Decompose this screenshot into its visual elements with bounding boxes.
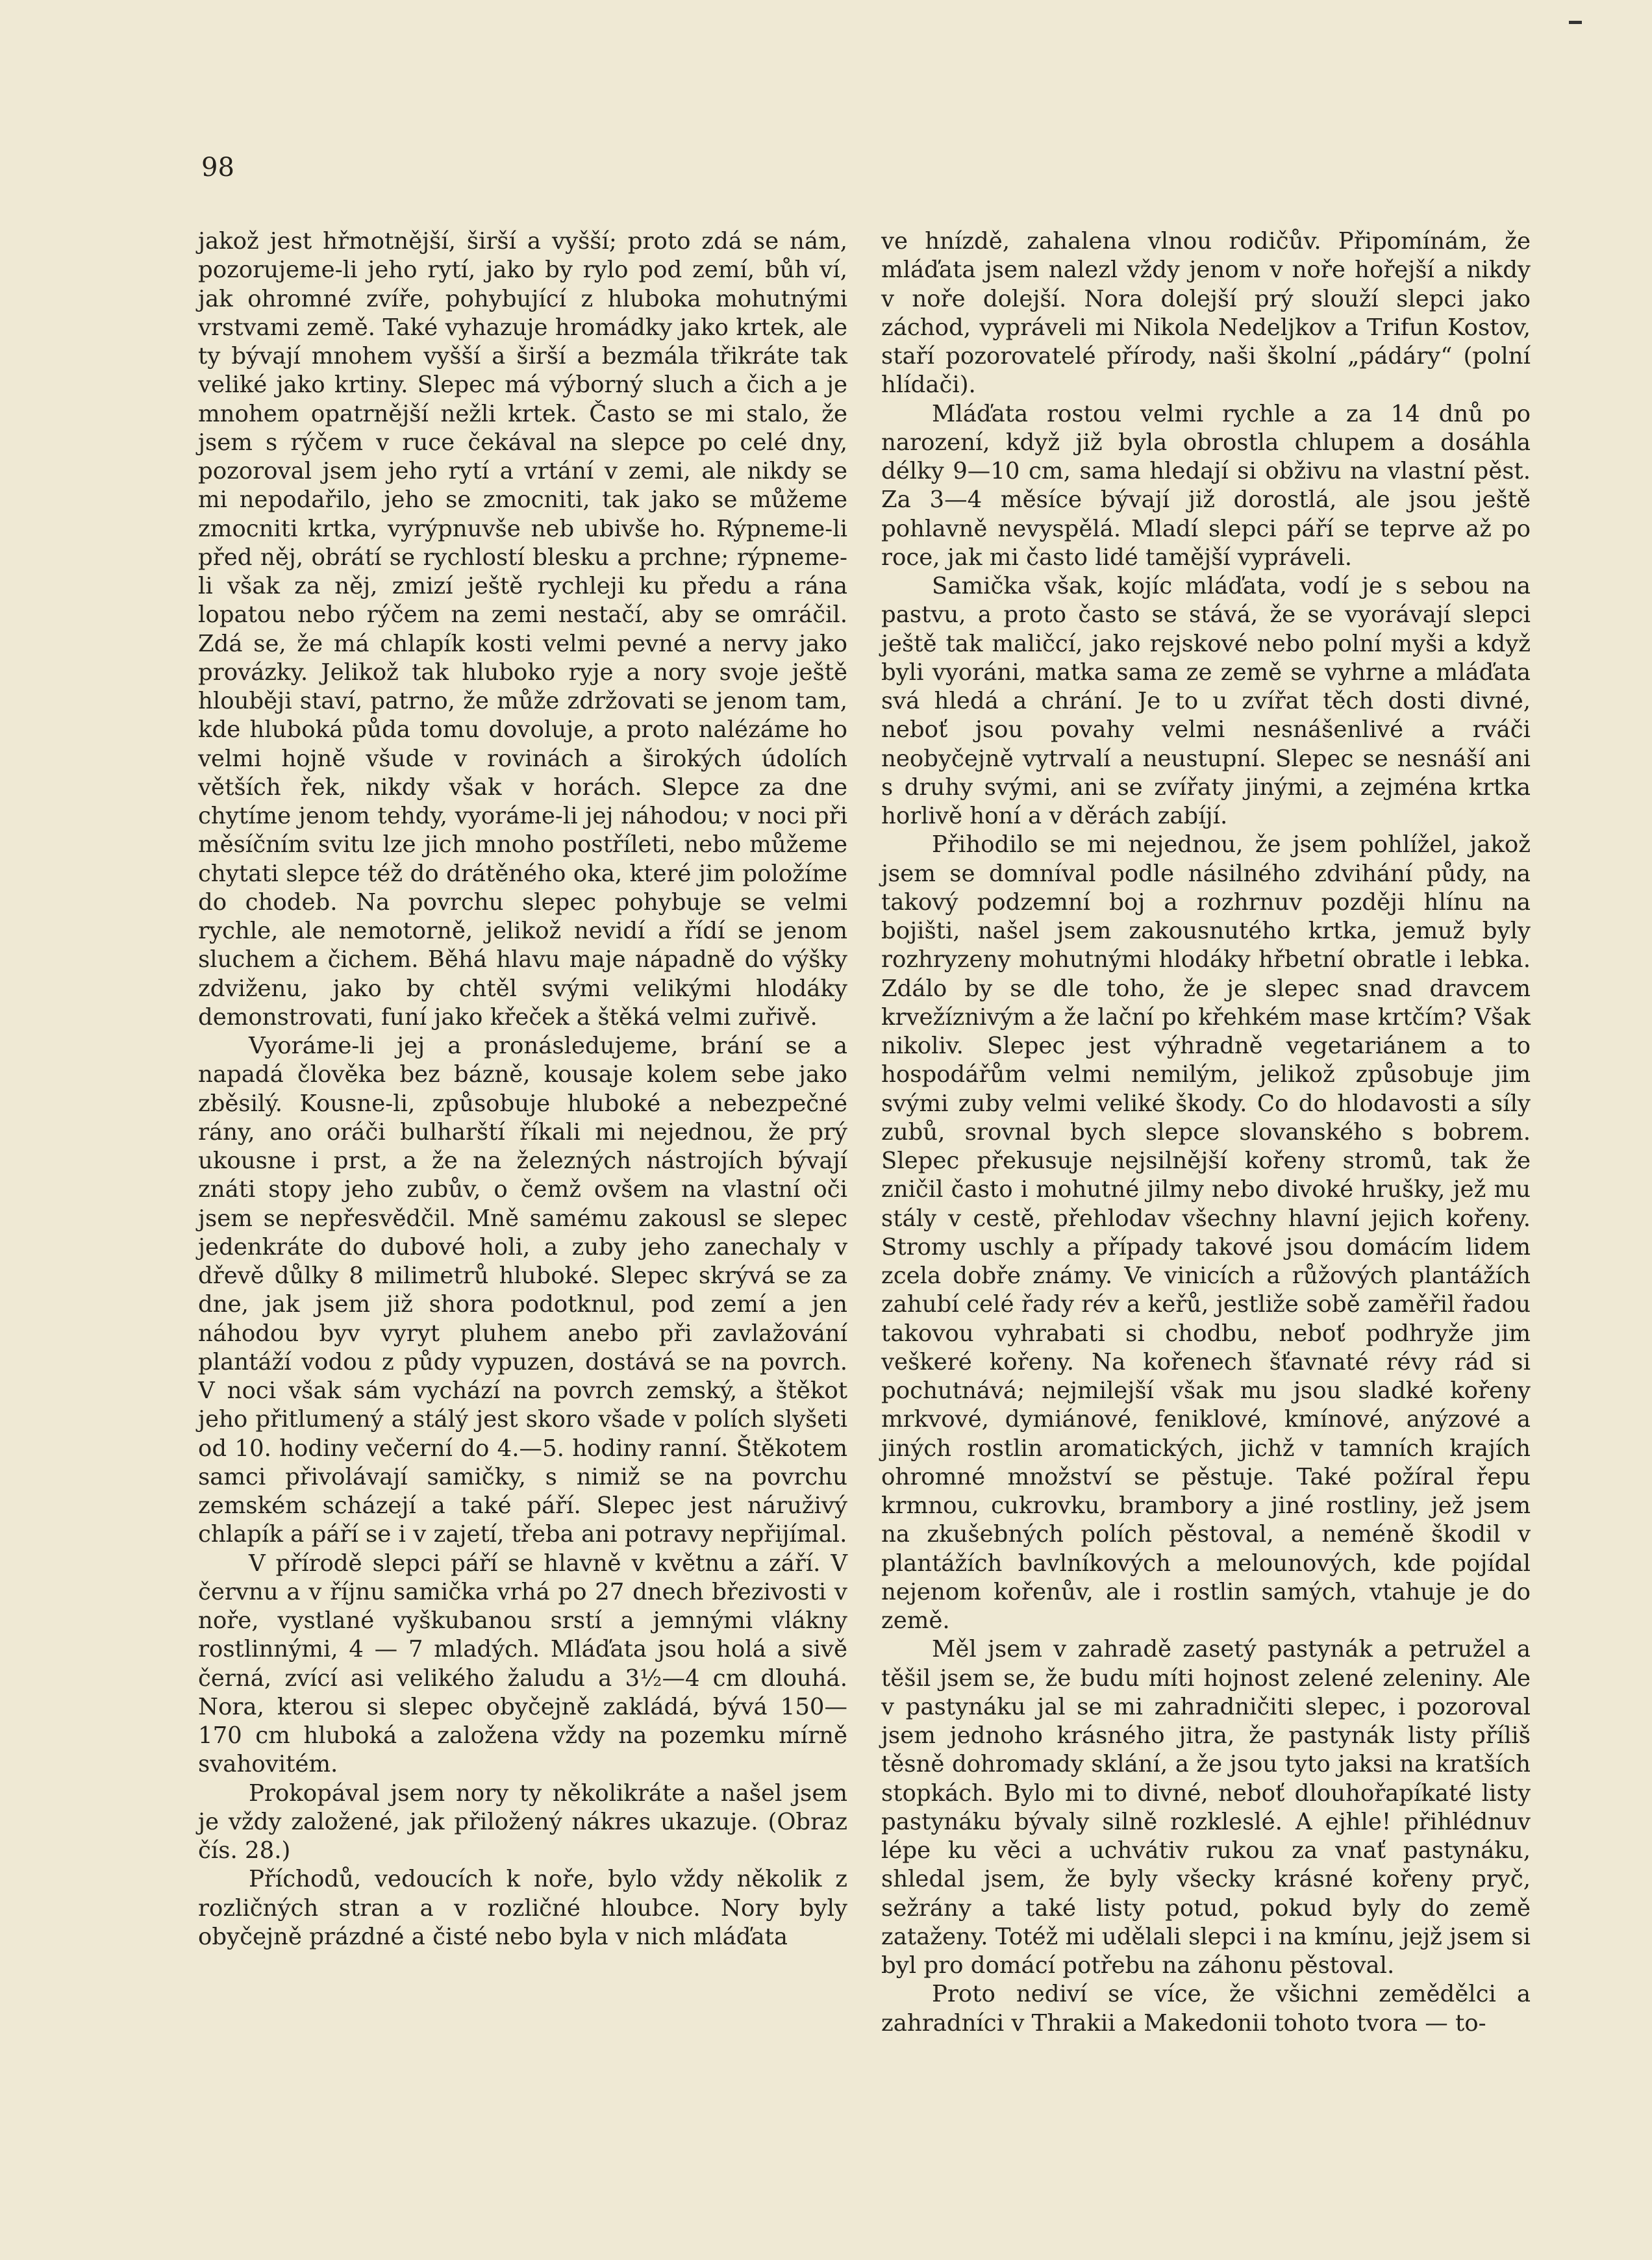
paragraph: V přírodě slepci páří se hlavně v květnu a září. V červnu a v říjnu samička vrhá po 27 dnech březivosti v noře, vystlané vyškubanou srstí a jemnými vlákny rostlinnými, 4 — 7 mladých. Mláďata jsou holá a sivě černá, zvící asi velikého žaludu a 3½—4 cm dlouhá. Nora, kterou si slepec obyčejně zakládá, bývá 150—170 cm hluboká a založena vždy na pozemku mírně svahovitém. <box>198 1550 847 1778</box>
paragraph: jakož jest hřmotnější, širší a vyšší; proto zdá se nám, pozorujeme-li jeho rytí, jako by rylo pod zemí, bůh ví, jak ohromné zvíře, pohybující z hluboka mohutnými vrstvami země. Také vyhazuje hromádky jako krtek, ale ty bývají mnohem vyšší a širší a bezmála třikráte tak veliké jako krtiny. Slepec má výborný sluch a čich a je mnohem opatrnější nežli krtek. Často se mi stalo, že jsem s rýčem v ruce čekával na slepce po celé dny, pozoroval jsem jeho rytí a vrtání v zemi, ale nikdy se mi nepodařilo, jeho se zmocniti, tak jako se můžeme zmocniti krtka, vyrýpnuvše neb ubivše ho. Rýpneme-li před něj, obrátí se rychlostí blesku a prchne; rýpneme-li však za něj, zmizí ještě rychleji ku předu a rána lopatou nebo rýčem na zemi nestačí, aby se omráčil. Zdá se, že má chlapík kosti velmi pevné a nervy jako provázky. Jelikož tak hluboko ryje a nory svoje ještě hlouběji staví, patrno, že může zdržovati se jenom tam, kde hluboká půda tomu dovoluje, a proto nalézáme ho velmi hojně všude v rovinách a širokých údolích větších řek, nikdy však v horách. Slepce za dne chytíme jenom tehdy, vyoráme-li jej náhodou; v noci při měsíčním svitu lze jich mnoho postříleti, nebo můžeme chytati slepce též do drátěného oka, které jim položíme do chodeb. Na povrchu slepec pohybuje se velmi rychle, ale nemotorně, jelikož nevidí a řídí se jenom sluchem a čichem. Běhá hlavu maje nápadně do výšky zdviženu, jako by chtěl svými velikými hlodáky demonstrovati, funí jako křeček a štěká velmi zuřivě. <box>198 228 847 1031</box>
paragraph: Přihodilo se mi nejednou, že jsem pohlížel, jakož jsem se domníval podle násilného zdvihání půdy, na takový podzemní boj a rozhrnuv později hlínu na bojišti, našel jsem zakousnutého krtka, jemuž byly rozhryzeny mohutnými hlodáky hřbetní obratle i lebka. Zdálo by se dle toho, že je slepec snad dravcem krvežíznivým a že lační po křehkém mase krtčím? Však nikoliv. Slepec jest výhradně vegetariánem a to hospodářům velmi nemilým, jelikož způsobuje jim svými zuby velmi veliké škody. Co do hlodavosti a síly zubů, srovnal bych slepce slovanského s bobrem. Slepec překusuje nejsilnější kořeny stromů, tak že zničil často i mohutné jilmy nebo divoké hrušky, jež mu stály v cestě, přehlodav všechny hlavní jejich kořeny. Stromy uschly a případy takové jsou domácím lidem zcela dobře známy. Ve vinicích a růžových plantážích zahubí celé řady rév a keřů, jestliže sobě zaměřil řadou takovou vyhrabati si chodbu, neboť podhryže jim veškeré kořeny. Na kořenech šťavnaté révy rád si pochutnává; nejmilejší však mu jsou sladké kořeny mrkvové, dymiánové, feniklové, kmínové, anýzové a jiných rostlin aromatických, jichž v tamních krajích ohromné množství se pěstuje. Také požíral řepu krmnou, cukrovku, brambory a jiné rostliny, jež jsem na zkušebných polích pěstoval, a neméně škodil v plantážích bavlníkových a melounových, kde pojídal nejenom kořenův, ale i rostlin samých, vtahuje je do země. <box>881 831 1531 1634</box>
paragraph: Vyoráme-li jej a pronásledujeme, brání se a napadá člověka bez bázně, kousaje kolem sebe jako zběsilý. Kousne-li, způsobuje hluboké a nebezpečné rány, ano oráči bulharští říkali mi nejednou, že prý ukousne i prst, a že na železných nástrojích bývají znáti stopy jeho zubův, o čemž ovšem na vlastní oči jsem se nepřesvědčil. Mně samému zakousl se slepec jedenkráte do dubové holi, a zuby jeho zanechaly v dřevě důlky 8 milimetrů hluboké. Slepec skrývá se za dne, jak jsem již shora podotknul, pod zemí a jen náhodou byv vyryt pluhem anebo při zavlažování plantáží vodou z půdy vypuzen, dostává se na povrch. V noci však sám vychází na povrch zemský, a štěkot jeho přitlumený a stálý jest skoro všade v polích slyšeti od 10. hodiny večerní do 4.—5. hodiny ranní. Štěkotem samci přivolávají samičky, s nimiž se na povrchu zemském scházejí a také páří. Slepec jest náruživý chlapík a páří se i v zajetí, třeba ani potravy nepřijímal. <box>198 1033 847 1548</box>
scan-mark <box>1569 21 1582 24</box>
paragraph: Samička však, kojíc mláďata, vodí je s sebou na pastvu, a proto často se stává, že se vyorávají slepci ještě tak maličcí, jako rejskové nebo polní myši a když byli vyoráni, matka sama ze země se vyhrne a mláďata svá hledá a chrání. Je to u zvířat těch dosti divné, neboť jsou povahy velmi nesnášenlivé a rváči neobyčejně vytrvalí a neustupní. Slepec se nesnáší ani s druhy svými, ani se zvířaty jinými, a zejména krtka horlivě honí a v děrách zabíjí. <box>881 573 1531 829</box>
paragraph: ve hnízdě, zahalena vlnou rodičův. Připomínám, že mláďata jsem nalezl vždy jenom v noře hořejší a nikdy v noře dolejší. Nora dolejší prý slouží slepci jako záchod, vypráveli mi Nikola Nedeljkov a Trifun Kostov, staří pozorovatelé přírody, naši školní „pádáry“ (polní hlídači). <box>881 228 1531 399</box>
paragraph: Proto nediví se více, že všichni zemědělci a zahradníci v Thrakii a Makedonii tohoto tvora — to- <box>881 1981 1531 2037</box>
paragraph: Mláďata rostou velmi rychle a za 14 dnů po narození, když již byla obrostla chlupem a dosáhla délky 9—10 cm, sama hledají si obživu na vlastní pěst. Za 3—4 měsíce bývají již dorostlá, ale jsou ještě pohlavně nevyspělá. Mladí slepci páří se teprve až po roce, jak mi často lidé tamější vypráveli. <box>881 400 1531 571</box>
page-number: 98 <box>201 153 234 182</box>
paragraph: Příchodů, vedoucích k noře, bylo vždy několik z rozličných stran a v rozličné hloubce. Nory byly obyčejně prázdné a čisté nebo byla v nich mláďata <box>198 1866 847 1950</box>
paragraph: Prokopával jsem nory ty několikráte a našel jsem je vždy založené, jak přiložený nákres ukazuje. (Obraz čís. 28.) <box>198 1779 847 1864</box>
right-column <box>881 227 1531 2038</box>
paragraph: Měl jsem v zahradě zasetý pastynák a petružel a těšil jsem se, že budu míti hojnost zelené zeleniny. Ale v pastynáku jal se mi zahradničiti slepec, i pozoroval jsem jednoho krásného jitra, že pastynák listy příliš těsně dohromady sklání, a že jsou tyto jaksi na kratších stopkách. Bylo mi to divné, neboť dlouhořapíkaté listy pastynáku bývaly silně rozkleslé. A ejhle! přihlédnuv lépe ku věci a uchvátiv rukou za vnať pastynáku, shledal jsem, že byly všecky krásné kořeny pryč, sežrány a také listy potud, pokud byly do země zataženy. Totéž mi udělali slepci i na kmínu, jejž jsem si byl pro domácí potřebu na záhonu pěstoval. <box>881 1636 1531 1979</box>
left-column <box>198 227 847 1952</box>
